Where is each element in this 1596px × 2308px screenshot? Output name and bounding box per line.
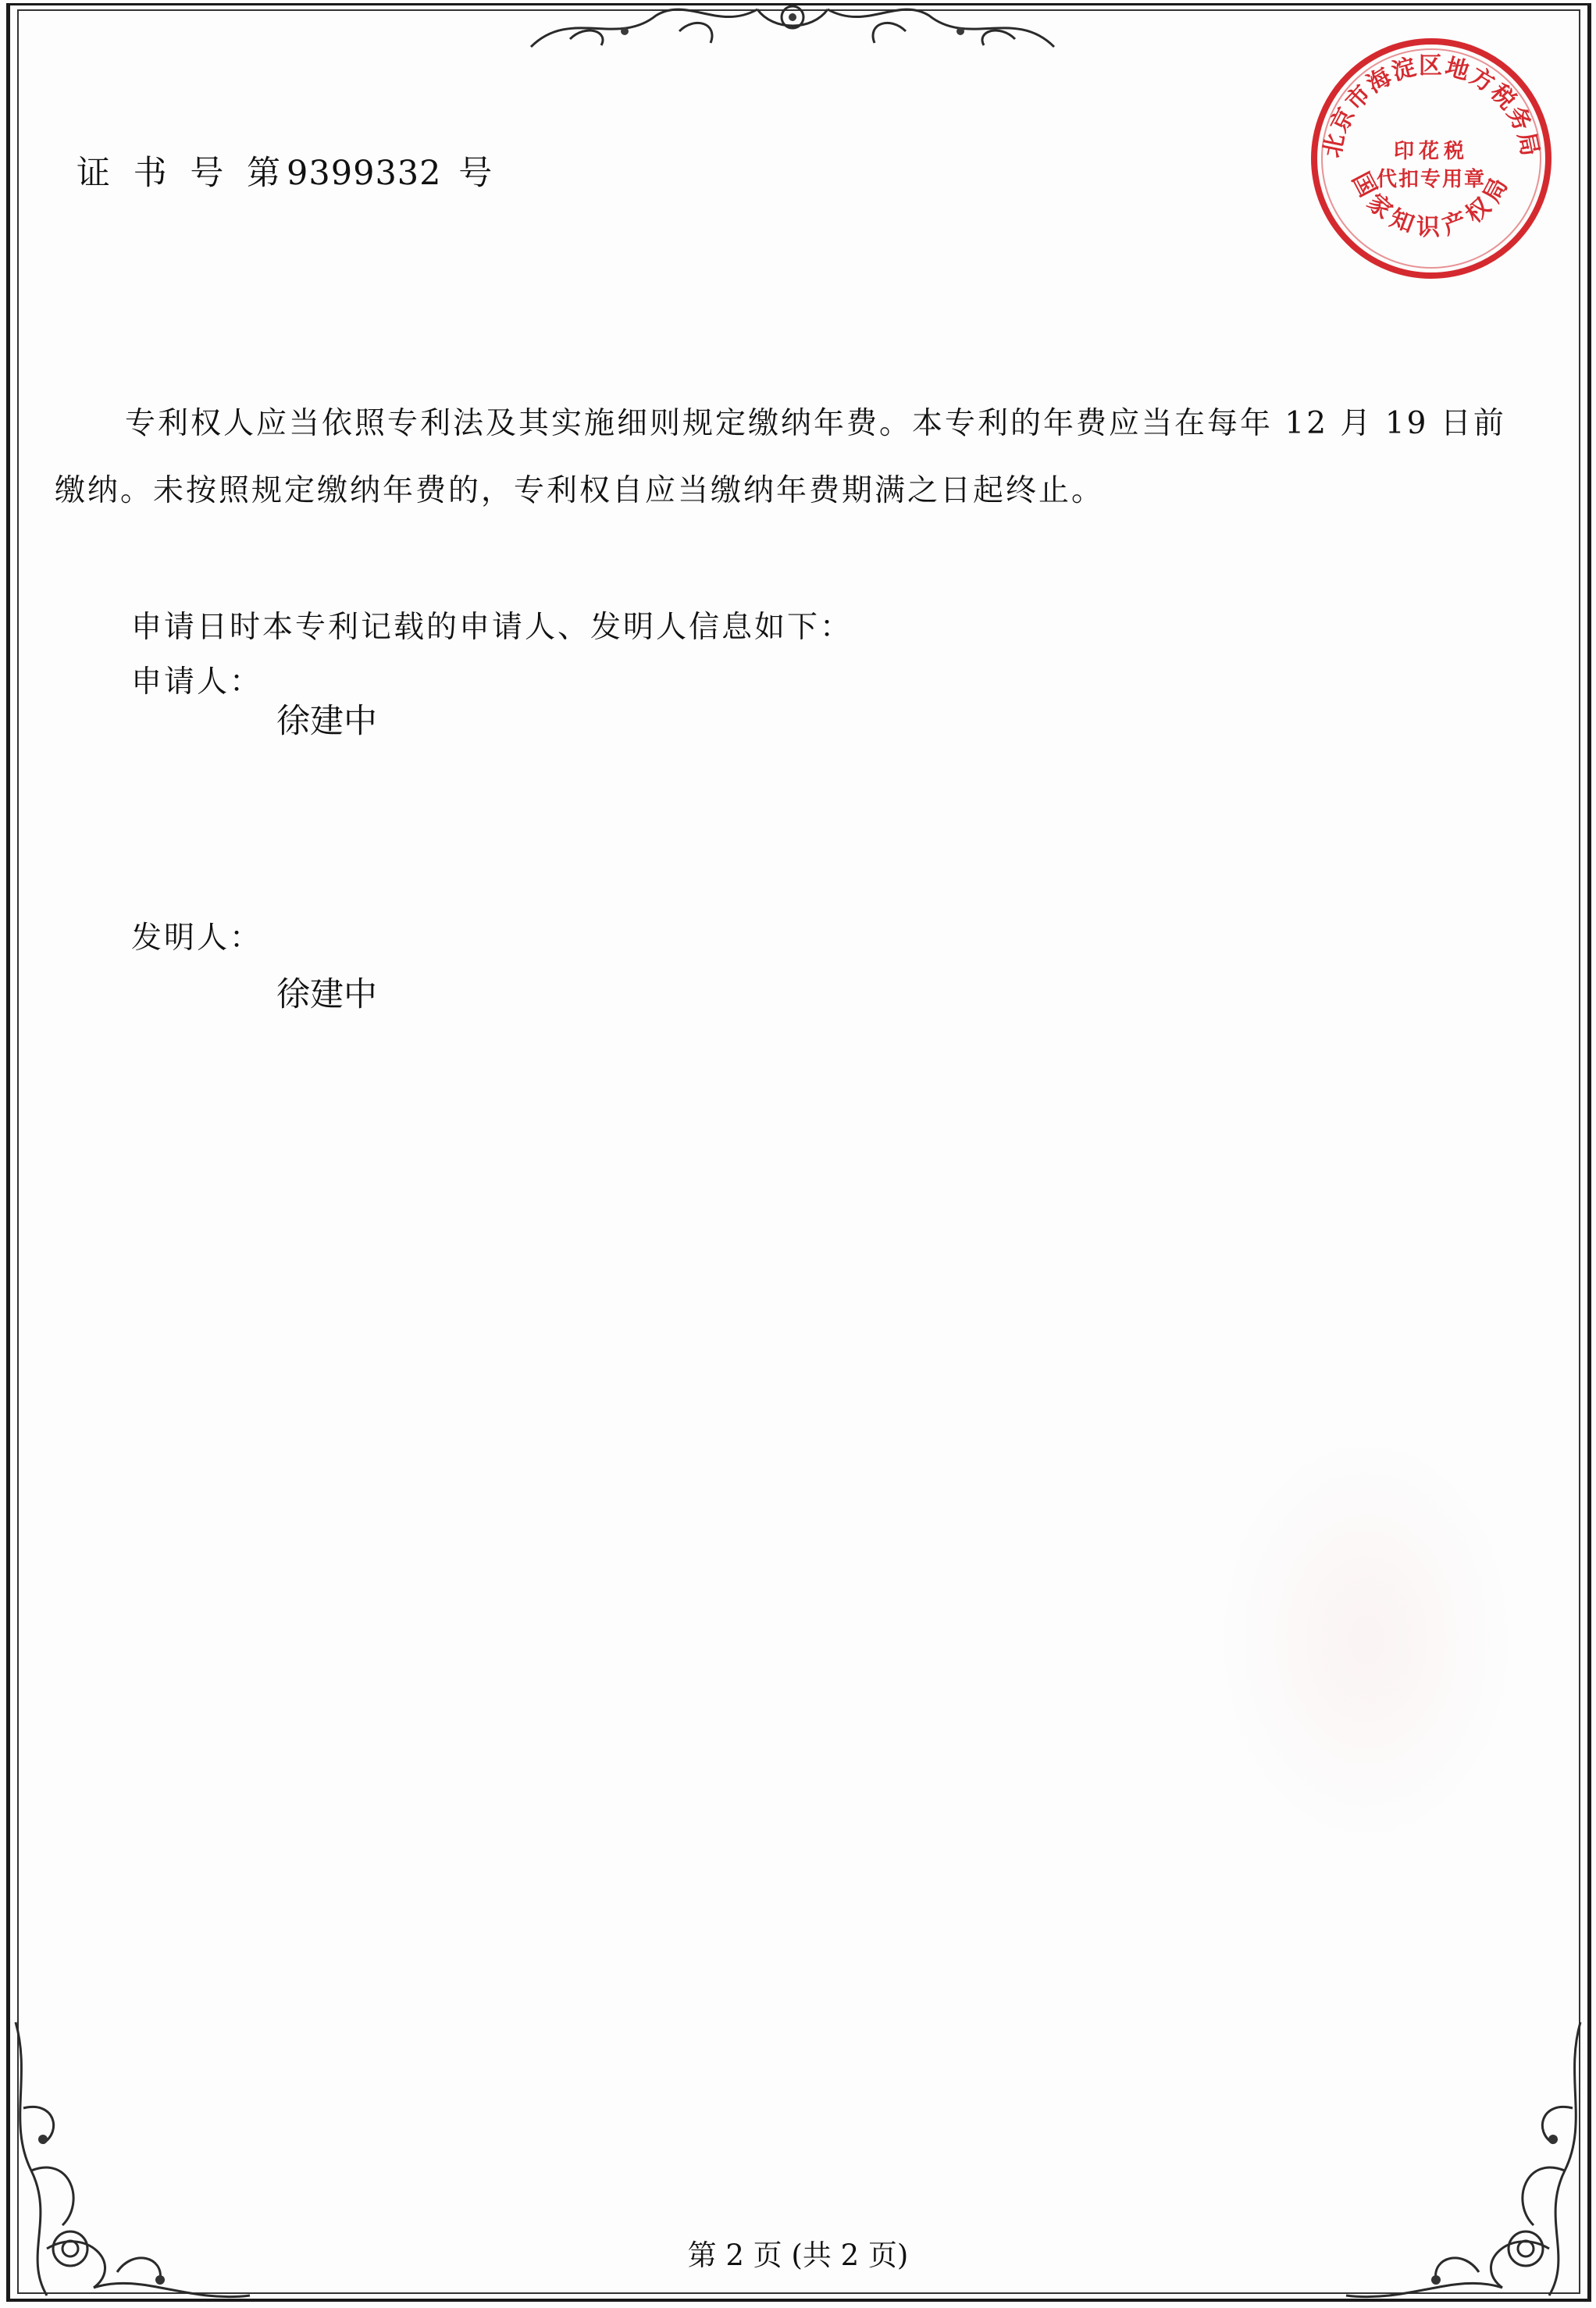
applicant-name: 徐建中	[276, 702, 377, 741]
certificate-number	[77, 147, 498, 194]
svg-text:代扣专用章: 代扣专用章	[1376, 168, 1487, 191]
certificate-number-prefix: 证 书 号 第	[77, 154, 287, 193]
inventor-name: 徐建中	[276, 975, 377, 1014]
applicant-info-intro: 申请日时本专利记载的申请人、发明人信息如下：	[131, 610, 853, 645]
certificate-number-suffix: 号	[458, 154, 499, 193]
tax-stamp-seal	[1309, 36, 1554, 281]
top-ornament-icon	[523, 0, 1062, 56]
page-number-footer: 第 2 页 (共 2 页)	[687, 2239, 909, 2272]
svg-text:北京市海淀区地方税务局: 北京市海淀区地方税务局	[1318, 52, 1544, 160]
svg-text:国家知识产权局: 国家知识产权局	[1346, 168, 1516, 241]
svg-text:印花税: 印花税	[1393, 140, 1470, 163]
background-tint	[1218, 1437, 1515, 1843]
page-border-inner	[17, 9, 1580, 2294]
certificate-number-value: 9399332	[287, 154, 442, 193]
inventor-label: 发明人：	[131, 921, 263, 956]
applicant-label: 申请人：	[131, 664, 263, 700]
annual-fee-notice: 专利权人应当依照专利法及其实施细则规定缴纳年费。本专利的年费应当在每年 12 月 19 日前缴纳。未按照规定缴纳年费的，专利权自应当缴纳年费期满之日起终止。	[55, 406, 1506, 508]
